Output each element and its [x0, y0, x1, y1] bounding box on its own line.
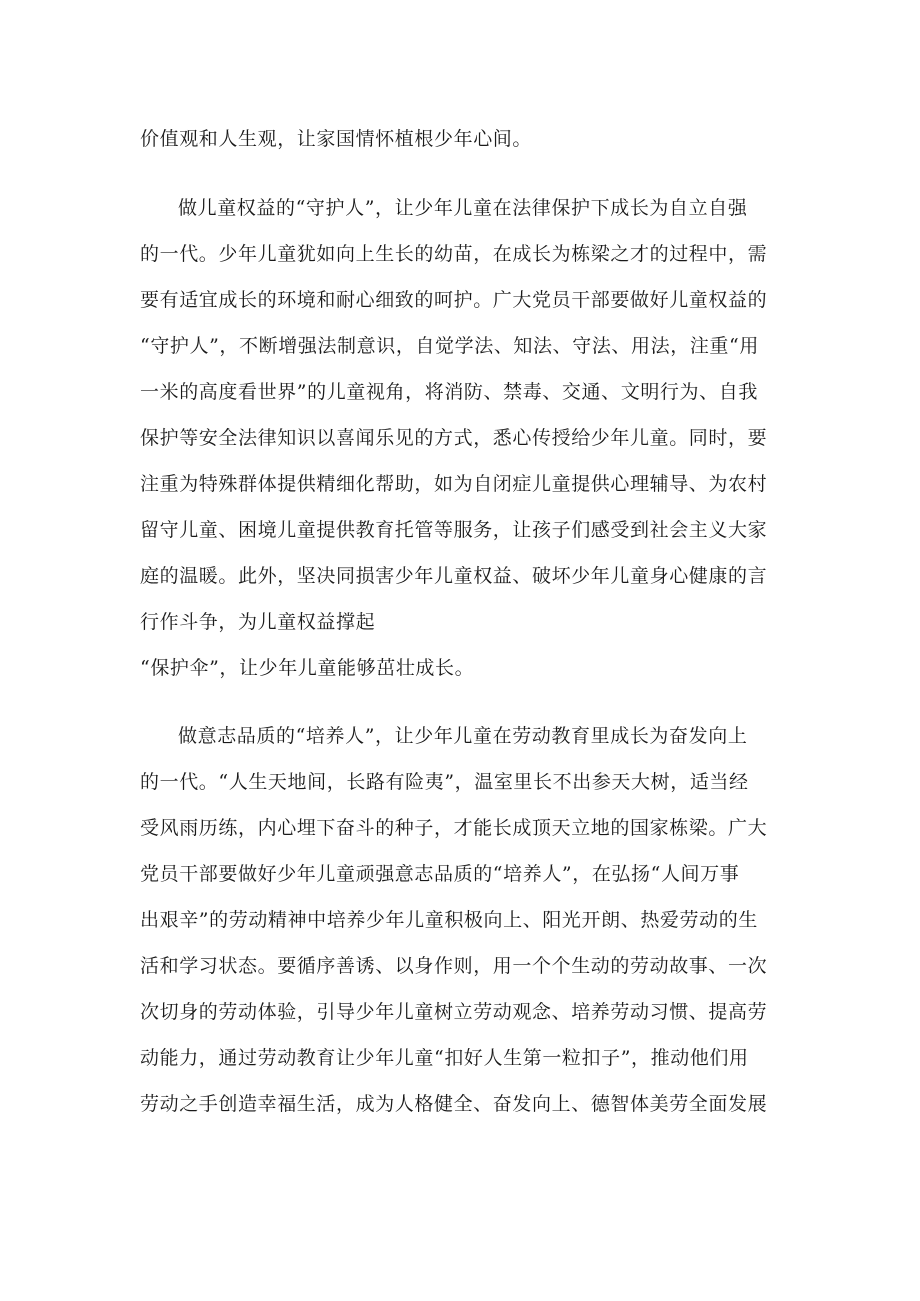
text-line: 受风雨历练，内心埋下奋斗的种子，才能长成顶天立地的国家栋梁。广大 [140, 817, 768, 839]
text-line: 动能力，通过劳动教育让少年儿童“扣好人生第一粒扣子”，推动他们用 [140, 1047, 749, 1069]
text-line: 的一代。“人生天地间，长路有险夷”，温室里长不出参天大树，适当经 [140, 771, 749, 793]
text-line: 要有适宜成长的环境和耐心细致的呵护。广大党员干部要做好儿童权益的 [140, 289, 768, 311]
text-line: “守护人”，不断增强法制意识，自觉学法、知法、守法、用法，注重“用 [140, 335, 759, 357]
text-line: 保护等安全法律知识以喜闻乐见的方式，悉心传授给少年儿童。同时，要 [140, 427, 768, 449]
text-line: 注重为特殊群体提供精细化帮助，如为自闭症儿童提供心理辅导、为农村 [140, 473, 768, 495]
text-line: 党员干部要做好少年儿童顽强意志品质的“培养人”，在弘扬“人间万事 [140, 863, 740, 885]
text-line: 留守儿童、困境儿童提供教育托管等服务，让孩子们感受到社会主义大家 [140, 519, 768, 541]
text-line: 的一代。少年儿童犹如向上生长的幼苗，在成长为栋梁之才的过程中，需 [140, 243, 768, 265]
text-line: 次切身的劳动体验，引导少年儿童树立劳动观念、培养劳动习惯、提高劳 [140, 1001, 768, 1023]
text-line: 行作斗争，为儿童权益撑起 [140, 611, 376, 633]
text-line: 出艰辛”的劳动精神中培养少年儿童积极向上、阳光开朗、热爱劳动的生 [140, 909, 758, 931]
text-line: 劳动之手创造幸福生活，成为人格健全、奋发向上、德智体美劳全面发展 [140, 1093, 768, 1115]
text-line: 庭的温暖。此外，坚决同损害少年儿童权益、破坏少年儿童身心健康的言 [140, 565, 768, 587]
text-line: “保护伞”，让少年儿童能够茁壮成长。 [140, 657, 475, 679]
paragraph-first-line: 做儿童权益的“守护人”，让少年儿童在法律保护下成长为自立自强 [178, 197, 748, 219]
text-line: 价值观和人生观，让家国情怀植根少年心间。 [140, 128, 533, 150]
text-line: 一米的高度看世界”的儿童视角，将消防、禁毒、交通、文明行为、自我 [140, 381, 758, 403]
paragraph-first-line: 做意志品质的“培养人”，让少年儿童在劳动教育里成长为奋发向上 [178, 725, 748, 747]
text-line: 活和学习状态。要循序善诱、以身作则，用一个个生动的劳动故事、一次 [140, 955, 768, 977]
